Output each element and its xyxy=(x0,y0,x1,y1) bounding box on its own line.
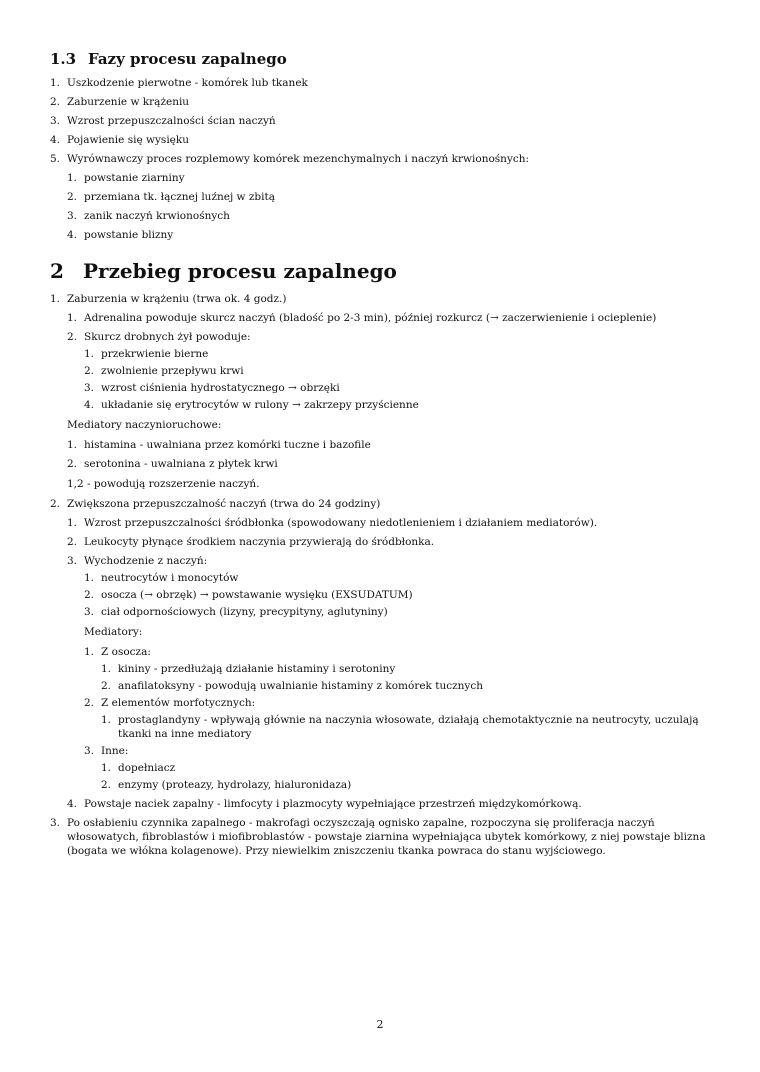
sub-list xyxy=(67,171,710,242)
list-item: 2. Leukocyty płynące środkiem naczynia przywierają do śródbłonka. xyxy=(67,536,435,548)
list-item: 3. wzrost ciśnienia hydrostatycznego → obrzęki xyxy=(84,382,340,394)
sub-list xyxy=(67,311,710,412)
list-item: 2. enzymy (proteazy, hydrolazy, hialuronidaza) xyxy=(101,779,352,791)
mediators-label: Mediatory: xyxy=(84,626,143,638)
phases-list xyxy=(50,76,710,242)
list-item: 2. serotonina - uwalniana z płytek krwi xyxy=(67,458,278,470)
sub-list xyxy=(101,662,710,693)
list-item: 2. przemiana tk. łącznej luźnej w zbitą xyxy=(67,191,275,203)
document-page xyxy=(50,48,710,863)
list-item: 4. powstanie blizny xyxy=(67,229,174,241)
list-item: 2. Skurcz drobnych żył powoduje: 1. przekrwienie bierne 2. zwolnienie przepływu krwi 3. wzrost ciśnienia hydrostatycznego → obrzęki 4. układanie się erytrocytów w rulony → zakrzepy przyścienne xyxy=(84,330,710,412)
list-item: 1. przekrwienie bierne xyxy=(84,348,209,360)
list-item: 4. Powstaje naciek zapalny - limfocyty i plazmocyty wypełniające przestrzeń międzykomórkową. xyxy=(67,798,582,810)
list-item: 2. anafilatoksyny - powodują uwalnianie histaminy z komórek tucznych xyxy=(101,680,483,692)
sub-list xyxy=(101,713,710,741)
list-item: 1. Zaburzenia w krążeniu (trwa ok. 4 godz.) 1. Adrenalina powoduje skurcz naczyń (bladość po 2-3 min), później rozkurcz (→ zaczerwienienie i ocieplenie) 2. Skurcz drobnych żył powoduje: 1. przekrwienie bierne 2. zwolnienie przepływu krwi 3. wzrost ciśnienia hydrostatycznego → obrzęki 4. układanie się erytrocytów w rulony → zakrzepy przyścienne Mediatory naczynioruchowe: 1. histamina - uwalniana przez komórki tuczne i bazofile 2. serotonina - uwalniana z płytek krwi 1,2 - powodują rozszerzenie naczyń. xyxy=(50,292,710,491)
list-item: 3. Wzrost przepuszczalności ścian naczyń xyxy=(50,115,276,127)
list-item: 1. Wzrost przepuszczalności śródbłonka (spowodowany niedotlenieniem i działaniem mediatorów). xyxy=(67,517,598,529)
mediators-list xyxy=(84,645,710,792)
list-item: 4. układanie się erytrocytów w rulony → zakrzepy przyścienne xyxy=(84,399,419,411)
mediators-list xyxy=(67,438,710,471)
list-item: 4. Pojawienie się wysięku xyxy=(50,134,190,146)
section-number: 1.3 xyxy=(50,50,77,68)
list-item: 1. dopełniacz xyxy=(101,762,176,774)
list-item: 3. zanik naczyń krwionośnych xyxy=(67,210,230,222)
sub-list xyxy=(101,761,710,792)
list-item: 1. powstanie ziarniny xyxy=(67,172,185,184)
list-item: 2. zwolnienie przepływu krwi xyxy=(84,365,244,377)
section-number: 2 xyxy=(50,259,64,283)
list-item: 2. Z elementów morfotycznych: 1. prostaglandyny - wpływają głównie na naczynia włosowate, działają chemotaktycznie na neutrocyty, uczulają tkanki na inne mediatory xyxy=(101,696,710,741)
list-item: 2. Zaburzenie w krążeniu xyxy=(50,96,190,108)
sub-list xyxy=(67,516,710,811)
section-title: Fazy procesu zapalnego xyxy=(88,50,287,68)
list-item: 1. Uszkodzenie pierwotne - komórek lub tkanek xyxy=(50,77,308,89)
list-item: 3. Wychodzenie z naczyń: 1. neutrocytów i monocytów 2. osocza (→ obrzęk) → powstawanie wysięku (EXSUDATUM) 3. ciał odpornościowych (lizyny, precypityny, aglutyniny) Mediatory: 1. Z osocza: 1. kininy - przedłużają działanie histaminy i serotoniny 2. anafilatoksyny - powodują uwalnianie histaminy z komórek tucznych 2. Z elementów morfotycznych: 1. prostaglandyny - wpływają głównie na naczynia włosowate, działają chemotaktycznie na neutrocyty, uczulają tkanki na inne mediatory 3. Inne: 1. dopełniacz 2. enzymy (proteazy, hydrolazy, hialuronidaza) xyxy=(84,554,710,792)
process-list xyxy=(50,292,710,858)
section-2-heading xyxy=(50,256,710,286)
list-item: 1. kininy - przedłużają działanie histaminy i serotoniny xyxy=(101,663,396,675)
list-item: 3. ciał odpornościowych (lizyny, precypityny, aglutyniny) xyxy=(84,606,388,618)
list-item: 1. Adrenalina powoduje skurcz naczyń (bladość po 2-3 min), później rozkurcz (→ zaczerwienienie i ocieplenie) xyxy=(67,312,657,324)
list-item: 3. Po osłabieniu czynnika zapalnego - makrofagi oczyszczają ognisko zapalne, rozpoczyna się proliferacja naczyń włosowatych, fibroblastów i miofibroblastów - powstaje ziarnina wypełniająca ubytek komórkowy, z niej powstaje blizna (bogata we włókna kolagenowe). Przy niewielkim zniszczeniu tkanka powraca do stanu wyjściowego. xyxy=(50,817,706,857)
list-item: 5. Wyrównawczy proces rozplemowy komórek mezenchymalnych i naczyń krwionośnych: 1. powstanie ziarniny 2. przemiana tk. łącznej luźnej w zbitą 3. zanik naczyń krwionośnych 4. powstanie blizny xyxy=(50,152,710,242)
sub-list xyxy=(84,571,710,619)
sub-list xyxy=(84,347,710,412)
mediators-note: 1,2 - powodują rozszerzenie naczyń. xyxy=(67,478,260,490)
section-1-3-heading xyxy=(50,48,710,70)
section-title: Przebieg procesu zapalnego xyxy=(83,259,397,283)
list-item: 2. Zwiększona przepuszczalność naczyń (trwa do 24 godziny) 1. Wzrost przepuszczalności śródbłonka (spowodowany niedotlenieniem i działaniem mediatorów). 2. Leukocyty płynące środkiem naczynia przywierają do śródbłonka. 3. Wychodzenie z naczyń: 1. neutrocytów i monocytów 2. osocza (→ obrzęk) → powstawanie wysięku (EXSUDATUM) 3. ciał odpornościowych (lizyny, precypityny, aglutyniny) Mediatory: 1. Z osocza: 1. kininy - przedłużają działanie histaminy i serotoniny 2. anafilatoksyny - powodują uwalnianie histaminy z komórek tucznych 2. Z elementów morfotycznych: 1. prostaglandyny - wpływają głównie na naczynia włosowate, działają chemotaktycznie na neutrocyty, uczulają tkanki na inne mediatory 3. Inne: 1. dopełniacz 2. enzymy (proteazy, hydrolazy, hialuronidaza) 4. Powstaje naciek zapalny - limfocyty i plazmocyty wypełniające przestrzeń międzykomórkową. xyxy=(50,497,710,811)
list-item: 1. Z osocza: 1. kininy - przedłużają działanie histaminy i serotoniny 2. anafilatoksyny - powodują uwalnianie histaminy z komórek tucznych xyxy=(101,645,710,693)
list-item: 1. prostaglandyny - wpływają głównie na naczynia włosowate, działają chemotaktycznie na neutrocyty, uczulają tkanki na inne mediatory xyxy=(101,714,699,740)
page-number: 2 xyxy=(376,1018,384,1031)
list-item: 1. neutrocytów i monocytów xyxy=(84,572,239,584)
list-item: 3. Inne: 1. dopełniacz 2. enzymy (proteazy, hydrolazy, hialuronidaza) xyxy=(101,744,710,792)
list-item: 2. osocza (→ obrzęk) → powstawanie wysięku (EXSUDATUM) xyxy=(84,589,413,601)
list-item: 1. histamina - uwalniana przez komórki tuczne i bazofile xyxy=(67,439,371,451)
mediators-label: Mediatory naczynioruchowe: xyxy=(67,419,222,431)
